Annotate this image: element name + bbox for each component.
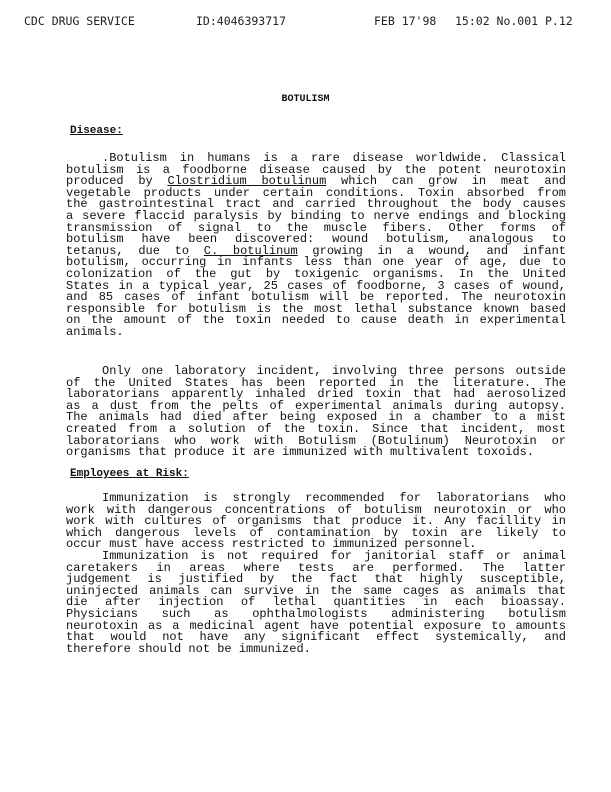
underlined-organism-name: Clostridium botulinum <box>167 174 327 189</box>
text-segment: Immunization is not required for janitorial staff or animal <box>102 548 566 563</box>
text-segment: work with cultures of organisms that produce it. Any facillity in <box>66 514 566 529</box>
underlined-organism-name: C. botulinum <box>203 243 298 258</box>
text-segment: as a dust from the pelts of experimental animals during autopsy. <box>66 398 566 413</box>
text-line <box>66 447 566 459</box>
text-segment: laboratorians who work with Botulism (Botulinum) Neurotoxin or <box>66 433 566 448</box>
text-line <box>66 324 566 339</box>
text-segment: produced by <box>66 174 168 189</box>
text-segment: occur must have access restricted to immunized personnel. <box>66 537 477 552</box>
text-segment: uninjected animals can survive in the same cages as animals that <box>66 583 566 598</box>
text-segment: and 85 cases of infant botulism will be reported. The neurotoxin <box>66 290 566 305</box>
text-segment: of the United States has been reported in the literature. The <box>66 375 566 390</box>
text-segment: botulism, occurring in infants less than one year of age, due to <box>66 255 566 270</box>
fax-sender: CDC DRUG SERVICE <box>24 14 135 28</box>
text-segment: created from a solution of the toxin. Since that incident, most <box>66 421 566 436</box>
paragraph <box>66 366 566 459</box>
text-segment: transmission of signal to the muscle fibers. Other forms of <box>66 220 566 235</box>
text-line <box>66 641 566 656</box>
section-heading-employees-at-risk: Employees at Risk: <box>70 468 189 480</box>
text-segment: neurotoxin as a medicinal agent have potential exposure to amounts <box>66 618 566 633</box>
text-segment: .Botulism in humans is a rare disease worldwide. Classical <box>102 151 566 165</box>
text-segment: work with dangerous concentrations of botulism neurotoxin or who <box>66 502 566 517</box>
section-heading-disease: Disease: <box>70 125 123 137</box>
text-segment: which dangerous levels of contamination by toxin are likely to <box>66 525 566 540</box>
text-segment: animals. <box>66 324 124 339</box>
text-segment: on the amount of the toxin needed to cause death in experimental <box>66 313 566 328</box>
document-title: BOTULISM <box>281 94 330 105</box>
text-segment: colonization of the gut by toxigenic organisms. In the United <box>66 266 566 281</box>
fax-time-page: 15:02 No.001 P.12 <box>455 14 573 28</box>
text-segment: judgement is justified by the fact that highly susceptible, <box>66 572 566 587</box>
text-segment: vegetable products under certain conditions. Toxin absorbed from <box>66 185 566 200</box>
text-segment: Only one laboratory incident, involving three persons outside <box>102 364 566 378</box>
text-segment: States in a typical year, 25 cases of foodborne, 3 cases of wound, <box>66 278 566 293</box>
fax-id: ID:4046393717 <box>196 14 287 28</box>
text-segment: tetanus, due to <box>66 243 204 258</box>
text-segment: die after injection of lethal quantities in each bioassay. <box>66 595 566 610</box>
text-segment: organisms that produce it are immunized with multivalent toxoids. <box>66 445 535 460</box>
text-segment: a severe flaccid paralysis by binding to nerve endings and blocking <box>66 208 566 223</box>
text-segment: botulism is a foodborne disease caused by the potent neurotoxin <box>66 162 566 177</box>
text-segment: caretakers in areas where tests are performed. The latter <box>66 560 566 575</box>
paragraph <box>66 493 566 655</box>
text-segment: the gastrointestinal tract and carried throughout the body causes <box>66 197 566 212</box>
paragraph <box>66 153 566 339</box>
text-segment: laboratorians apparently inhaled dried toxin that had aerosolized <box>66 387 566 402</box>
text-segment: responsible for botulism is the most lethal substance known based <box>66 301 566 316</box>
text-segment: therefore should not be immunized. <box>66 641 311 656</box>
text-segment: Physicians such as ophthalmologists administering botulism <box>66 606 566 621</box>
text-segment: botulism have been discovered: wound botulism, analogous to <box>66 232 566 247</box>
text-segment: growing in a wound, and infant <box>297 243 567 258</box>
text-segment: The animals had died after being exposed in a chamber to a mist <box>66 410 566 425</box>
fax-date: FEB 17'98 <box>374 14 437 28</box>
text-segment: Immunization is strongly recommended for laboratorians who <box>102 491 566 505</box>
text-segment: which can grow in meat and <box>326 174 566 189</box>
text-segment: that would not have any significant effect systemically, and <box>66 630 566 645</box>
text-line <box>66 315 566 327</box>
